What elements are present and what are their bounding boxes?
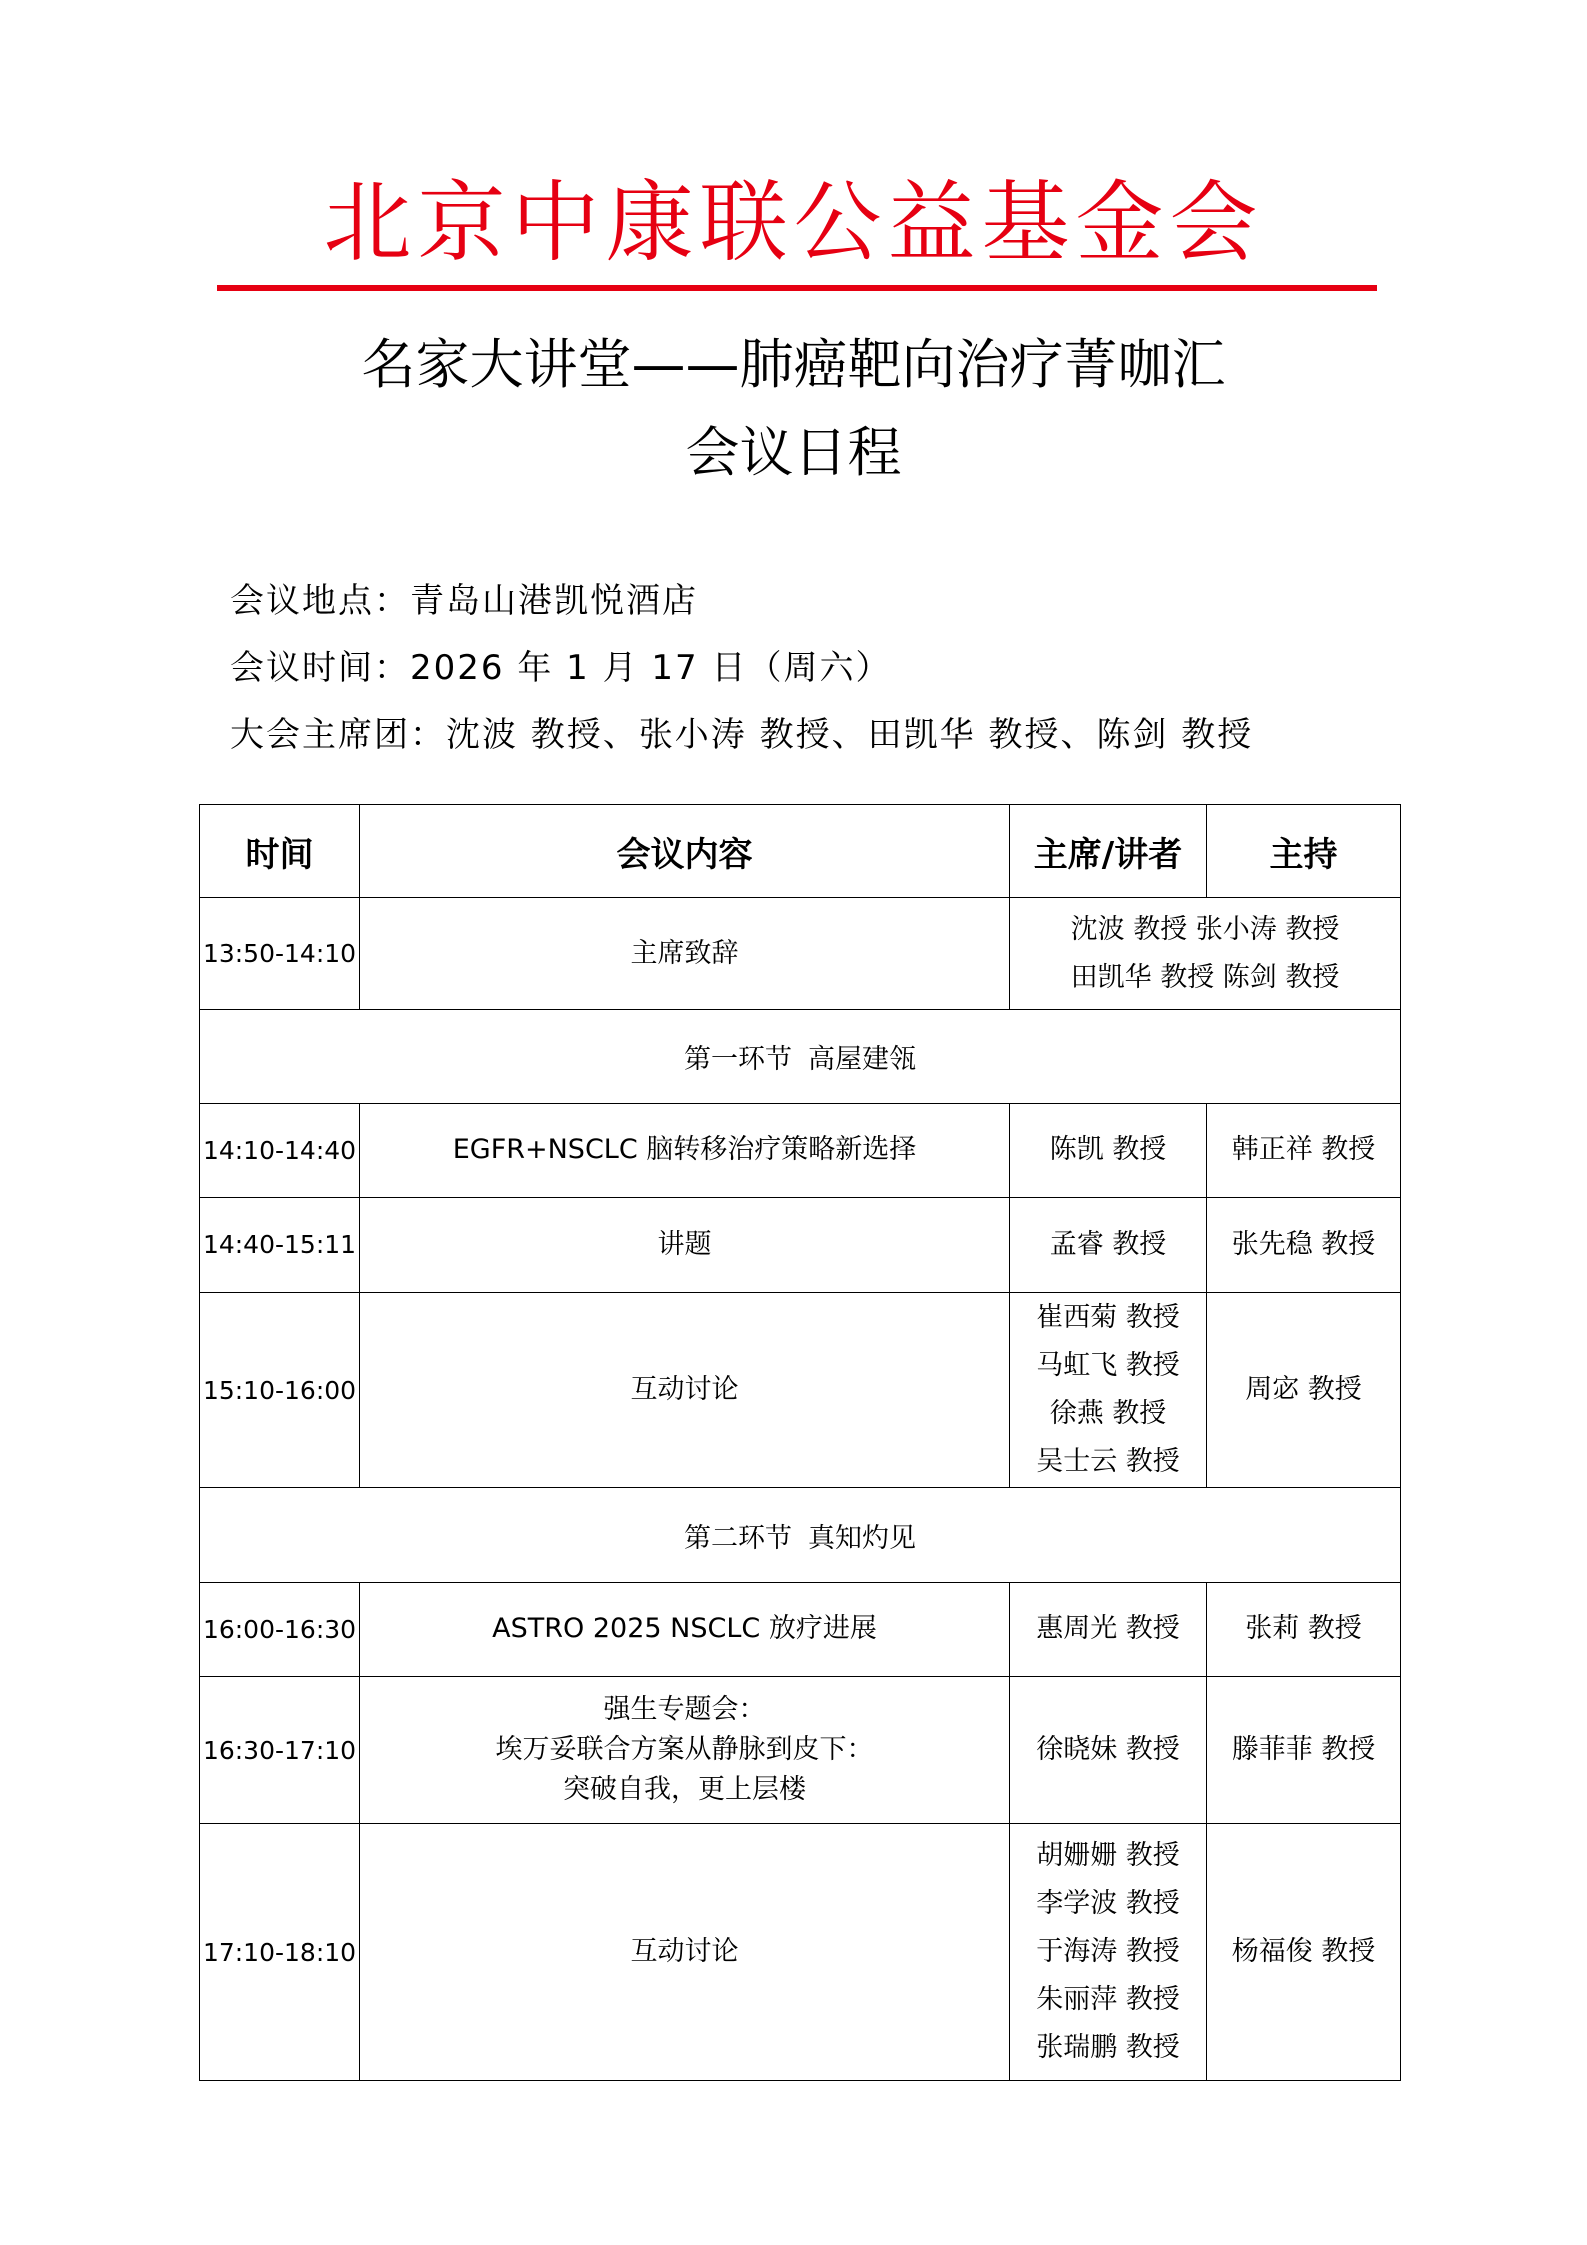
speaker-name: 崔西菊 教授 [1036, 1302, 1180, 1334]
content-cell [360, 1676, 1010, 1823]
section-row [200, 1488, 1401, 1582]
presidium-line [230, 712, 1253, 758]
host-cell: 张先稳 教授 [1207, 1197, 1401, 1292]
section-title: 高屋建瓴 [808, 1043, 916, 1075]
speakers-cell [1010, 1676, 1207, 1823]
header-host: 主持 [1207, 805, 1401, 898]
section-label: 第一环节 [684, 1043, 792, 1075]
table-row [200, 1676, 1401, 1823]
time-cell: 16:00-16:30 [200, 1582, 360, 1676]
time-cell: 14:10-14:40 [200, 1103, 360, 1197]
content-cell [360, 898, 1010, 1010]
time-cell: 14:40-15:11 [200, 1197, 360, 1292]
table-row [200, 1197, 1401, 1292]
content-line: 强生专题会： [603, 1694, 766, 1726]
speaker-name: 张瑞鹏 教授 [1036, 2032, 1180, 2064]
schedule-table [199, 804, 1401, 2081]
time-cell: 16:30-17:10 [200, 1676, 360, 1823]
section-cell [200, 1010, 1401, 1103]
host-cell: 张莉 教授 [1207, 1582, 1401, 1676]
section-label: 第二环节 [684, 1522, 792, 1554]
header-time: 时间 [200, 805, 360, 898]
table-row [200, 1103, 1401, 1197]
speaker-name: 徐晓妹 教授 [1036, 1734, 1180, 1766]
header-content: 会议内容 [360, 805, 1010, 898]
host-cell: 周宓 教授 [1207, 1292, 1401, 1487]
event-subtitle: 会议日程 [685, 421, 902, 484]
speaker-name: 惠周光 教授 [1036, 1613, 1180, 1645]
speakers-cell [1010, 1197, 1207, 1292]
speakers-cell [1010, 1582, 1207, 1676]
speakers-cell [1010, 1103, 1207, 1197]
foundation-name: 北京中康联公益基金会 [323, 171, 1264, 274]
speakers-cell [1010, 1824, 1207, 2081]
speaker-name: 孟睿 教授 [1049, 1228, 1167, 1260]
venue-value: 青岛山港凯悦酒店 [410, 581, 698, 621]
content-line: 讲题 [657, 1228, 712, 1260]
presidium-label: 大会主席团： [230, 715, 446, 755]
header-speakers: 主席/讲者 [1010, 805, 1207, 898]
host-cell: 滕菲菲 教授 [1207, 1676, 1401, 1823]
host-cell: 韩正祥 教授 [1207, 1103, 1401, 1197]
speaker-name: 马虹飞 教授 [1036, 1350, 1180, 1382]
speaker-name: 徐燕 教授 [1049, 1398, 1167, 1430]
chair-line: 沈波 教授 张小涛 教授 [1070, 913, 1340, 945]
date-line [230, 645, 891, 691]
speaker-name: 李学波 教授 [1036, 1888, 1180, 1920]
table-row [200, 898, 1401, 1010]
table-row [200, 1292, 1401, 1487]
date-value: 2026 年 1 月 17 日（周六） [410, 648, 892, 688]
time-cell: 13:50-14:10 [200, 898, 360, 1010]
table-row [200, 1582, 1401, 1676]
content-cell [360, 1292, 1010, 1487]
time-cell: 15:10-16:00 [200, 1292, 360, 1487]
chairs-cell [1010, 898, 1401, 1010]
content-line: EGFR+NSCLC 脑转移治疗策略新选择 [452, 1134, 917, 1166]
section-title: 真知灼见 [808, 1522, 916, 1554]
content-line: 突破自我，更上层楼 [563, 1774, 806, 1806]
content-line: 互动讨论 [630, 1374, 739, 1406]
content-line: ASTRO 2025 NSCLC 放疗进展 [492, 1613, 877, 1645]
presidium-member: 、 张小涛 教授 [603, 715, 832, 755]
speaker-name: 于海涛 教授 [1036, 1936, 1180, 1968]
presidium-members [446, 715, 1253, 755]
content-cell [360, 1197, 1010, 1292]
content-cell [360, 1103, 1010, 1197]
header-divider [217, 285, 1377, 291]
time-cell: 17:10-18:10 [200, 1824, 360, 2081]
content-cell [360, 1582, 1010, 1676]
presidium-member: 沈波 教授 [446, 715, 603, 755]
host-cell: 杨福俊 教授 [1207, 1824, 1401, 2081]
speaker-name: 吴士云 教授 [1036, 1446, 1180, 1478]
speakers-cell [1010, 1292, 1207, 1487]
table-header-row [200, 805, 1401, 898]
table-row [200, 1824, 1401, 2081]
chair-line: 田凯华 教授 陈剑 教授 [1070, 961, 1340, 993]
presidium-member: 、 陈剑 教授 [1060, 715, 1253, 755]
presidium-member: 、 田凯华 教授 [832, 715, 1061, 755]
content-cell [360, 1824, 1010, 2081]
venue-line [230, 578, 698, 624]
speaker-name: 胡姗姗 教授 [1036, 1840, 1180, 1872]
section-cell [200, 1488, 1401, 1582]
content-line: 主席致辞 [630, 937, 739, 969]
section-row [200, 1010, 1401, 1103]
venue-label: 会议地点： [230, 581, 410, 621]
speaker-name: 陈凯 教授 [1049, 1134, 1167, 1166]
content-line: 埃万妥联合方案从静脉到皮下： [495, 1734, 874, 1766]
event-title: 名家大讲堂——肺癌靶向治疗菁咖汇 [361, 333, 1226, 396]
content-line: 互动讨论 [630, 1936, 739, 1968]
speaker-name: 朱丽萍 教授 [1036, 1984, 1180, 2016]
date-label: 会议时间： [230, 648, 410, 688]
